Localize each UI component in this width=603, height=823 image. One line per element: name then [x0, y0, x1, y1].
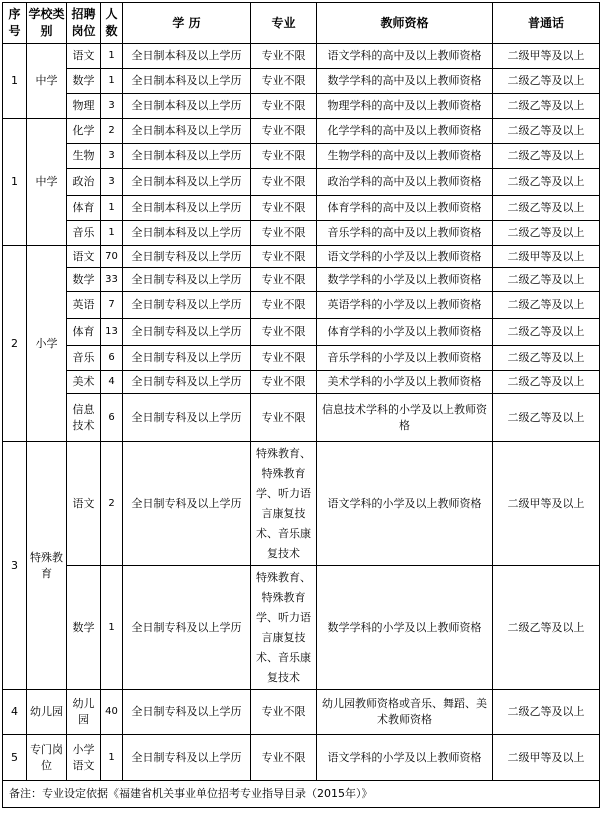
- mandarin-cell: 二级乙等及以上: [493, 268, 600, 292]
- education-cell: 全日制本科及以上学历: [123, 221, 251, 246]
- school-type-cell: 中学: [27, 119, 67, 246]
- count-cell: 3: [101, 144, 123, 169]
- major-cell: 专业不限: [251, 346, 317, 371]
- note-text: 备注：专业设定依据《福建省机关事业单位招考专业指导目录（2015年）》: [3, 781, 600, 808]
- post-cell: 语文: [67, 442, 101, 566]
- table-row: [3, 144, 600, 169]
- mandarin-cell: 二级甲等及以上: [493, 442, 600, 566]
- table-row: [3, 221, 600, 246]
- cert-cell: 语文学科的小学及以上教师资格: [317, 735, 493, 781]
- major-cell: 特殊教育、特殊教育学、听力语言康复技术、音乐康复技术: [251, 566, 317, 690]
- education-cell: 全日制专科及以上学历: [123, 371, 251, 394]
- seq-cell: 5: [3, 735, 27, 781]
- cert-cell: 政治学科的高中及以上教师资格: [317, 169, 493, 196]
- cert-cell: 信息技术学科的小学及以上教师资格: [317, 394, 493, 442]
- mandarin-cell: 二级乙等及以上: [493, 292, 600, 319]
- post-cell: 数学: [67, 566, 101, 690]
- mandarin-cell: 二级乙等及以上: [493, 566, 600, 690]
- count-cell: 2: [101, 442, 123, 566]
- table-row: [3, 196, 600, 221]
- seq-cell: 2: [3, 246, 27, 442]
- count-cell: 1: [101, 44, 123, 69]
- education-cell: 全日制本科及以上学历: [123, 169, 251, 196]
- cert-cell: 音乐学科的小学及以上教师资格: [317, 346, 493, 371]
- education-cell: 全日制本科及以上学历: [123, 44, 251, 69]
- cert-cell: 语文学科的小学及以上教师资格: [317, 246, 493, 268]
- major-cell: 专业不限: [251, 371, 317, 394]
- mandarin-cell: 二级乙等及以上: [493, 119, 600, 144]
- table-row: [3, 94, 600, 119]
- post-cell: 音乐: [67, 221, 101, 246]
- seq-cell: 1: [3, 119, 27, 246]
- count-cell: 4: [101, 371, 123, 394]
- count-cell: 3: [101, 169, 123, 196]
- post-cell: 英语: [67, 292, 101, 319]
- count-cell: 6: [101, 394, 123, 442]
- school-type-cell: 特殊教育: [27, 442, 67, 690]
- post-cell: 幼儿园: [67, 690, 101, 735]
- cert-cell: 美术学科的小学及以上教师资格: [317, 371, 493, 394]
- mandarin-cell: 二级甲等及以上: [493, 735, 600, 781]
- header-mandarin: 普通话: [493, 3, 600, 44]
- school-type-cell: 中学: [27, 44, 67, 119]
- seq-cell: 4: [3, 690, 27, 735]
- education-cell: 全日制专科及以上学历: [123, 268, 251, 292]
- header-teacher-cert: 教师资格: [317, 3, 493, 44]
- header-seq: 序号: [3, 3, 27, 44]
- education-cell: 全日制专科及以上学历: [123, 246, 251, 268]
- table-row: [3, 346, 600, 371]
- major-cell: 专业不限: [251, 735, 317, 781]
- education-cell: 全日制专科及以上学历: [123, 566, 251, 690]
- cert-cell: 生物学科的高中及以上教师资格: [317, 144, 493, 169]
- post-cell: 体育: [67, 319, 101, 346]
- post-cell: 音乐: [67, 346, 101, 371]
- cert-cell: 语文学科的小学及以上教师资格: [317, 442, 493, 566]
- cert-cell: 幼儿园教师资格或音乐、舞蹈、美术教师资格: [317, 690, 493, 735]
- header-post: 招聘岗位: [67, 3, 101, 44]
- cert-cell: 数学学科的小学及以上教师资格: [317, 268, 493, 292]
- major-cell: 专业不限: [251, 221, 317, 246]
- count-cell: 1: [101, 566, 123, 690]
- mandarin-cell: 二级乙等及以上: [493, 169, 600, 196]
- post-cell: 数学: [67, 69, 101, 94]
- count-cell: 3: [101, 94, 123, 119]
- mandarin-cell: 二级乙等及以上: [493, 94, 600, 119]
- cert-cell: 体育学科的小学及以上教师资格: [317, 319, 493, 346]
- recruitment-table: [2, 2, 600, 808]
- major-cell: 专业不限: [251, 196, 317, 221]
- post-cell: 小学语文: [67, 735, 101, 781]
- education-cell: 全日制本科及以上学历: [123, 144, 251, 169]
- mandarin-cell: 二级乙等及以上: [493, 690, 600, 735]
- post-cell: 生物: [67, 144, 101, 169]
- mandarin-cell: 二级乙等及以上: [493, 346, 600, 371]
- major-cell: 专业不限: [251, 246, 317, 268]
- education-cell: 全日制专科及以上学历: [123, 394, 251, 442]
- count-cell: 7: [101, 292, 123, 319]
- count-cell: 13: [101, 319, 123, 346]
- education-cell: 全日制本科及以上学历: [123, 119, 251, 144]
- table-row: [3, 268, 600, 292]
- education-cell: 全日制专科及以上学历: [123, 346, 251, 371]
- count-cell: 1: [101, 735, 123, 781]
- cert-cell: 体育学科的高中及以上教师资格: [317, 196, 493, 221]
- table-row: [3, 442, 600, 566]
- cert-cell: 化学学科的高中及以上教师资格: [317, 119, 493, 144]
- seq-cell: 3: [3, 442, 27, 690]
- count-cell: 33: [101, 268, 123, 292]
- major-cell: 专业不限: [251, 690, 317, 735]
- cert-cell: 数学学科的小学及以上教师资格: [317, 566, 493, 690]
- education-cell: 全日制本科及以上学历: [123, 196, 251, 221]
- table-row: [3, 735, 600, 781]
- major-cell: 专业不限: [251, 394, 317, 442]
- major-cell: 专业不限: [251, 268, 317, 292]
- major-cell: 专业不限: [251, 69, 317, 94]
- header-school-type: 学校类别: [27, 3, 67, 44]
- mandarin-cell: 二级乙等及以上: [493, 371, 600, 394]
- education-cell: 全日制专科及以上学历: [123, 735, 251, 781]
- table-row: [3, 169, 600, 196]
- school-type-cell: 小学: [27, 246, 67, 442]
- table-row: [3, 319, 600, 346]
- count-cell: 1: [101, 196, 123, 221]
- education-cell: 全日制本科及以上学历: [123, 94, 251, 119]
- major-cell: 专业不限: [251, 144, 317, 169]
- count-cell: 40: [101, 690, 123, 735]
- education-cell: 全日制专科及以上学历: [123, 292, 251, 319]
- header-major: 专业: [251, 3, 317, 44]
- count-cell: 6: [101, 346, 123, 371]
- cert-cell: 物理学科的高中及以上教师资格: [317, 94, 493, 119]
- table-row: [3, 292, 600, 319]
- header-count: 人数: [101, 3, 123, 44]
- table-row: [3, 119, 600, 144]
- mandarin-cell: 二级甲等及以上: [493, 44, 600, 69]
- mandarin-cell: 二级甲等及以上: [493, 246, 600, 268]
- post-cell: 体育: [67, 196, 101, 221]
- cert-cell: 语文学科的高中及以上教师资格: [317, 44, 493, 69]
- table-row: [3, 371, 600, 394]
- mandarin-cell: 二级乙等及以上: [493, 69, 600, 94]
- count-cell: 70: [101, 246, 123, 268]
- header-education: 学 历: [123, 3, 251, 44]
- post-cell: 数学: [67, 268, 101, 292]
- post-cell: 信息技术: [67, 394, 101, 442]
- count-cell: 2: [101, 119, 123, 144]
- mandarin-cell: 二级乙等及以上: [493, 144, 600, 169]
- table-row: [3, 246, 600, 268]
- table-row: [3, 69, 600, 94]
- education-cell: 全日制专科及以上学历: [123, 442, 251, 566]
- cert-cell: 音乐学科的高中及以上教师资格: [317, 221, 493, 246]
- recruitment-table-sheet: [2, 2, 599, 808]
- count-cell: 1: [101, 69, 123, 94]
- mandarin-cell: 二级乙等及以上: [493, 221, 600, 246]
- major-cell: 专业不限: [251, 94, 317, 119]
- education-cell: 全日制本科及以上学历: [123, 69, 251, 94]
- table-row: [3, 394, 600, 442]
- education-cell: 全日制专科及以上学历: [123, 319, 251, 346]
- table-row: [3, 690, 600, 735]
- header-row: [3, 3, 600, 44]
- post-cell: 化学: [67, 119, 101, 144]
- cert-cell: 英语学科的小学及以上教师资格: [317, 292, 493, 319]
- seq-cell: 1: [3, 44, 27, 119]
- post-cell: 物理: [67, 94, 101, 119]
- post-cell: 语文: [67, 246, 101, 268]
- post-cell: 美术: [67, 371, 101, 394]
- major-cell: 专业不限: [251, 169, 317, 196]
- table-row: [3, 566, 600, 690]
- post-cell: 语文: [67, 44, 101, 69]
- mandarin-cell: 二级乙等及以上: [493, 394, 600, 442]
- major-cell: 专业不限: [251, 119, 317, 144]
- mandarin-cell: 二级乙等及以上: [493, 319, 600, 346]
- cert-cell: 数学学科的高中及以上教师资格: [317, 69, 493, 94]
- table-row: [3, 44, 600, 69]
- major-cell: 专业不限: [251, 319, 317, 346]
- post-cell: 政治: [67, 169, 101, 196]
- major-cell: 特殊教育、特殊教育学、听力语言康复技术、音乐康复技术: [251, 442, 317, 566]
- count-cell: 1: [101, 221, 123, 246]
- major-cell: 专业不限: [251, 44, 317, 69]
- mandarin-cell: 二级乙等及以上: [493, 196, 600, 221]
- school-type-cell: 幼儿园: [27, 690, 67, 735]
- note-row: [3, 781, 600, 808]
- major-cell: 专业不限: [251, 292, 317, 319]
- school-type-cell: 专门岗位: [27, 735, 67, 781]
- education-cell: 全日制专科及以上学历: [123, 690, 251, 735]
